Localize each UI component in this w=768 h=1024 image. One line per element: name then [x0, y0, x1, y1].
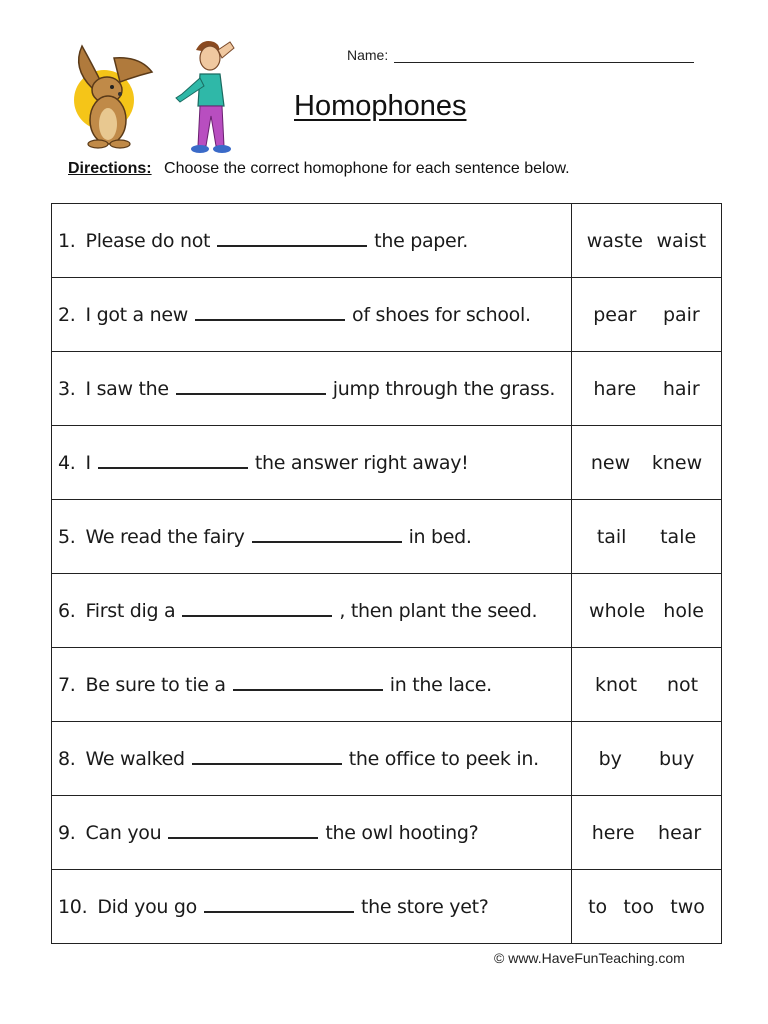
name-label: Name:: [347, 47, 389, 63]
sentence-start: First dig a: [85, 599, 176, 622]
sentence-cell: [52, 722, 572, 796]
directions-label: Directions:: [68, 160, 152, 177]
sentence-end: in the lace.: [389, 673, 492, 696]
sentence-end: the paper.: [374, 229, 468, 252]
answer-blank[interactable]: [176, 379, 326, 395]
homophone-choice[interactable]: hear: [658, 821, 702, 844]
homophone-choice[interactable]: waist: [656, 229, 707, 252]
homophone-choice[interactable]: pear: [593, 303, 637, 326]
sentence-cell: [52, 574, 572, 648]
sentence-end: jump through the grass.: [332, 377, 556, 400]
answer-blank[interactable]: [233, 675, 383, 691]
homophone-choice[interactable]: hole: [663, 599, 704, 622]
question-number: 10.: [58, 895, 88, 918]
answer-blank[interactable]: [252, 527, 402, 543]
homophone-choice[interactable]: hare: [593, 377, 637, 400]
sentence-cell: [52, 204, 572, 278]
name-field[interactable]: [347, 47, 694, 63]
answer-blank[interactable]: [217, 231, 367, 247]
question-number: 9.: [58, 821, 76, 844]
table-row: [52, 500, 722, 574]
choice-group: [572, 896, 721, 918]
sentence-end: in bed.: [408, 525, 472, 548]
worksheet-header: [0, 0, 768, 200]
question-number: 3.: [58, 377, 76, 400]
sentence-end: the answer right away!: [254, 451, 469, 474]
homophone-choice[interactable]: knot: [594, 673, 638, 696]
homophone-choice[interactable]: two: [670, 895, 705, 918]
homophone-choice[interactable]: buy: [659, 747, 695, 770]
sentence-cell: [52, 278, 572, 352]
sentence-end: the store yet?: [360, 895, 489, 918]
homophone-choice[interactable]: here: [591, 821, 635, 844]
answer-blank[interactable]: [182, 601, 332, 617]
choice-group: [572, 822, 721, 844]
answer-blank[interactable]: [204, 897, 354, 913]
homophone-choice[interactable]: by: [598, 747, 622, 770]
choices-cell: [572, 204, 722, 278]
sentence-start: I got a new: [85, 303, 189, 326]
question-number: 1.: [58, 229, 76, 252]
homophone-choice[interactable]: knew: [651, 451, 703, 474]
question-number: 6.: [58, 599, 76, 622]
choice-group: [572, 600, 721, 622]
sentence-end: of shoes for school.: [352, 303, 531, 326]
homophone-choice[interactable]: to: [588, 895, 608, 918]
choices-cell: [572, 870, 722, 944]
sentence-start: We read the fairy: [85, 525, 245, 548]
sentence-start: Be sure to tie a: [85, 673, 226, 696]
sentence-start: We walked: [85, 747, 185, 770]
choice-group: [572, 230, 721, 252]
sentence-start: Can you: [85, 821, 162, 844]
homophone-choice[interactable]: tail: [596, 525, 627, 548]
choices-cell: [572, 648, 722, 722]
sentence-start: I saw the: [85, 377, 169, 400]
sentence-start: Did you go: [97, 895, 197, 918]
question-number: 2.: [58, 303, 76, 326]
homophone-choice[interactable]: tale: [660, 525, 697, 548]
choices-cell: [572, 352, 722, 426]
sentence-end: , then plant the seed.: [339, 599, 538, 622]
answer-blank[interactable]: [192, 749, 342, 765]
sentence-cell: [52, 500, 572, 574]
table-row: [52, 278, 722, 352]
copyright-footer: © www.HaveFunTeaching.com: [494, 950, 685, 966]
choice-group: [572, 304, 721, 326]
choice-group: [572, 378, 721, 400]
homophone-table: [51, 203, 722, 944]
table-row: [52, 722, 722, 796]
answer-blank[interactable]: [168, 823, 318, 839]
homophone-choice[interactable]: whole: [589, 599, 646, 622]
table-row: [52, 352, 722, 426]
choices-cell: [572, 500, 722, 574]
question-number: 5.: [58, 525, 76, 548]
sentence-end: the owl hooting?: [325, 821, 479, 844]
choice-group: [572, 748, 721, 770]
question-number: 4.: [58, 451, 76, 474]
table-row: [52, 204, 722, 278]
homophone-choice[interactable]: pair: [662, 303, 700, 326]
table-row: [52, 574, 722, 648]
choices-cell: [572, 426, 722, 500]
homophone-choice[interactable]: too: [623, 895, 655, 918]
question-number: 7.: [58, 673, 76, 696]
answer-blank[interactable]: [98, 453, 248, 469]
homophone-choice[interactable]: new: [590, 451, 631, 474]
sentence-end: the office to peek in.: [348, 747, 539, 770]
homophone-choice[interactable]: not: [666, 673, 699, 696]
sentence-cell: [52, 648, 572, 722]
sentence-cell: [52, 426, 572, 500]
homophone-choice[interactable]: hair: [662, 377, 700, 400]
sentence-start: Please do not: [85, 229, 211, 252]
homophone-choice[interactable]: waste: [586, 229, 643, 252]
table-row: [52, 796, 722, 870]
name-line[interactable]: [394, 48, 694, 63]
choices-cell: [572, 278, 722, 352]
table-row: [52, 648, 722, 722]
choices-cell: [572, 574, 722, 648]
choices-cell: [572, 796, 722, 870]
choice-group: [572, 452, 721, 474]
page-title: Homophones: [294, 90, 467, 122]
sentence-cell: [52, 796, 572, 870]
sentence-start: I: [85, 451, 91, 474]
table-row: [52, 426, 722, 500]
choice-group: [572, 526, 721, 548]
sentence-cell: [52, 870, 572, 944]
rabbit-illustration: [62, 38, 157, 150]
directions-text: Choose the correct homophone for each sentence below.: [164, 160, 570, 177]
thinking-man-illustration: [172, 36, 252, 158]
sentence-cell: [52, 352, 572, 426]
answer-blank[interactable]: [195, 305, 345, 321]
question-number: 8.: [58, 747, 76, 770]
choice-group: [572, 674, 721, 696]
choices-cell: [572, 722, 722, 796]
table-row: [52, 870, 722, 944]
directions: [68, 160, 570, 178]
